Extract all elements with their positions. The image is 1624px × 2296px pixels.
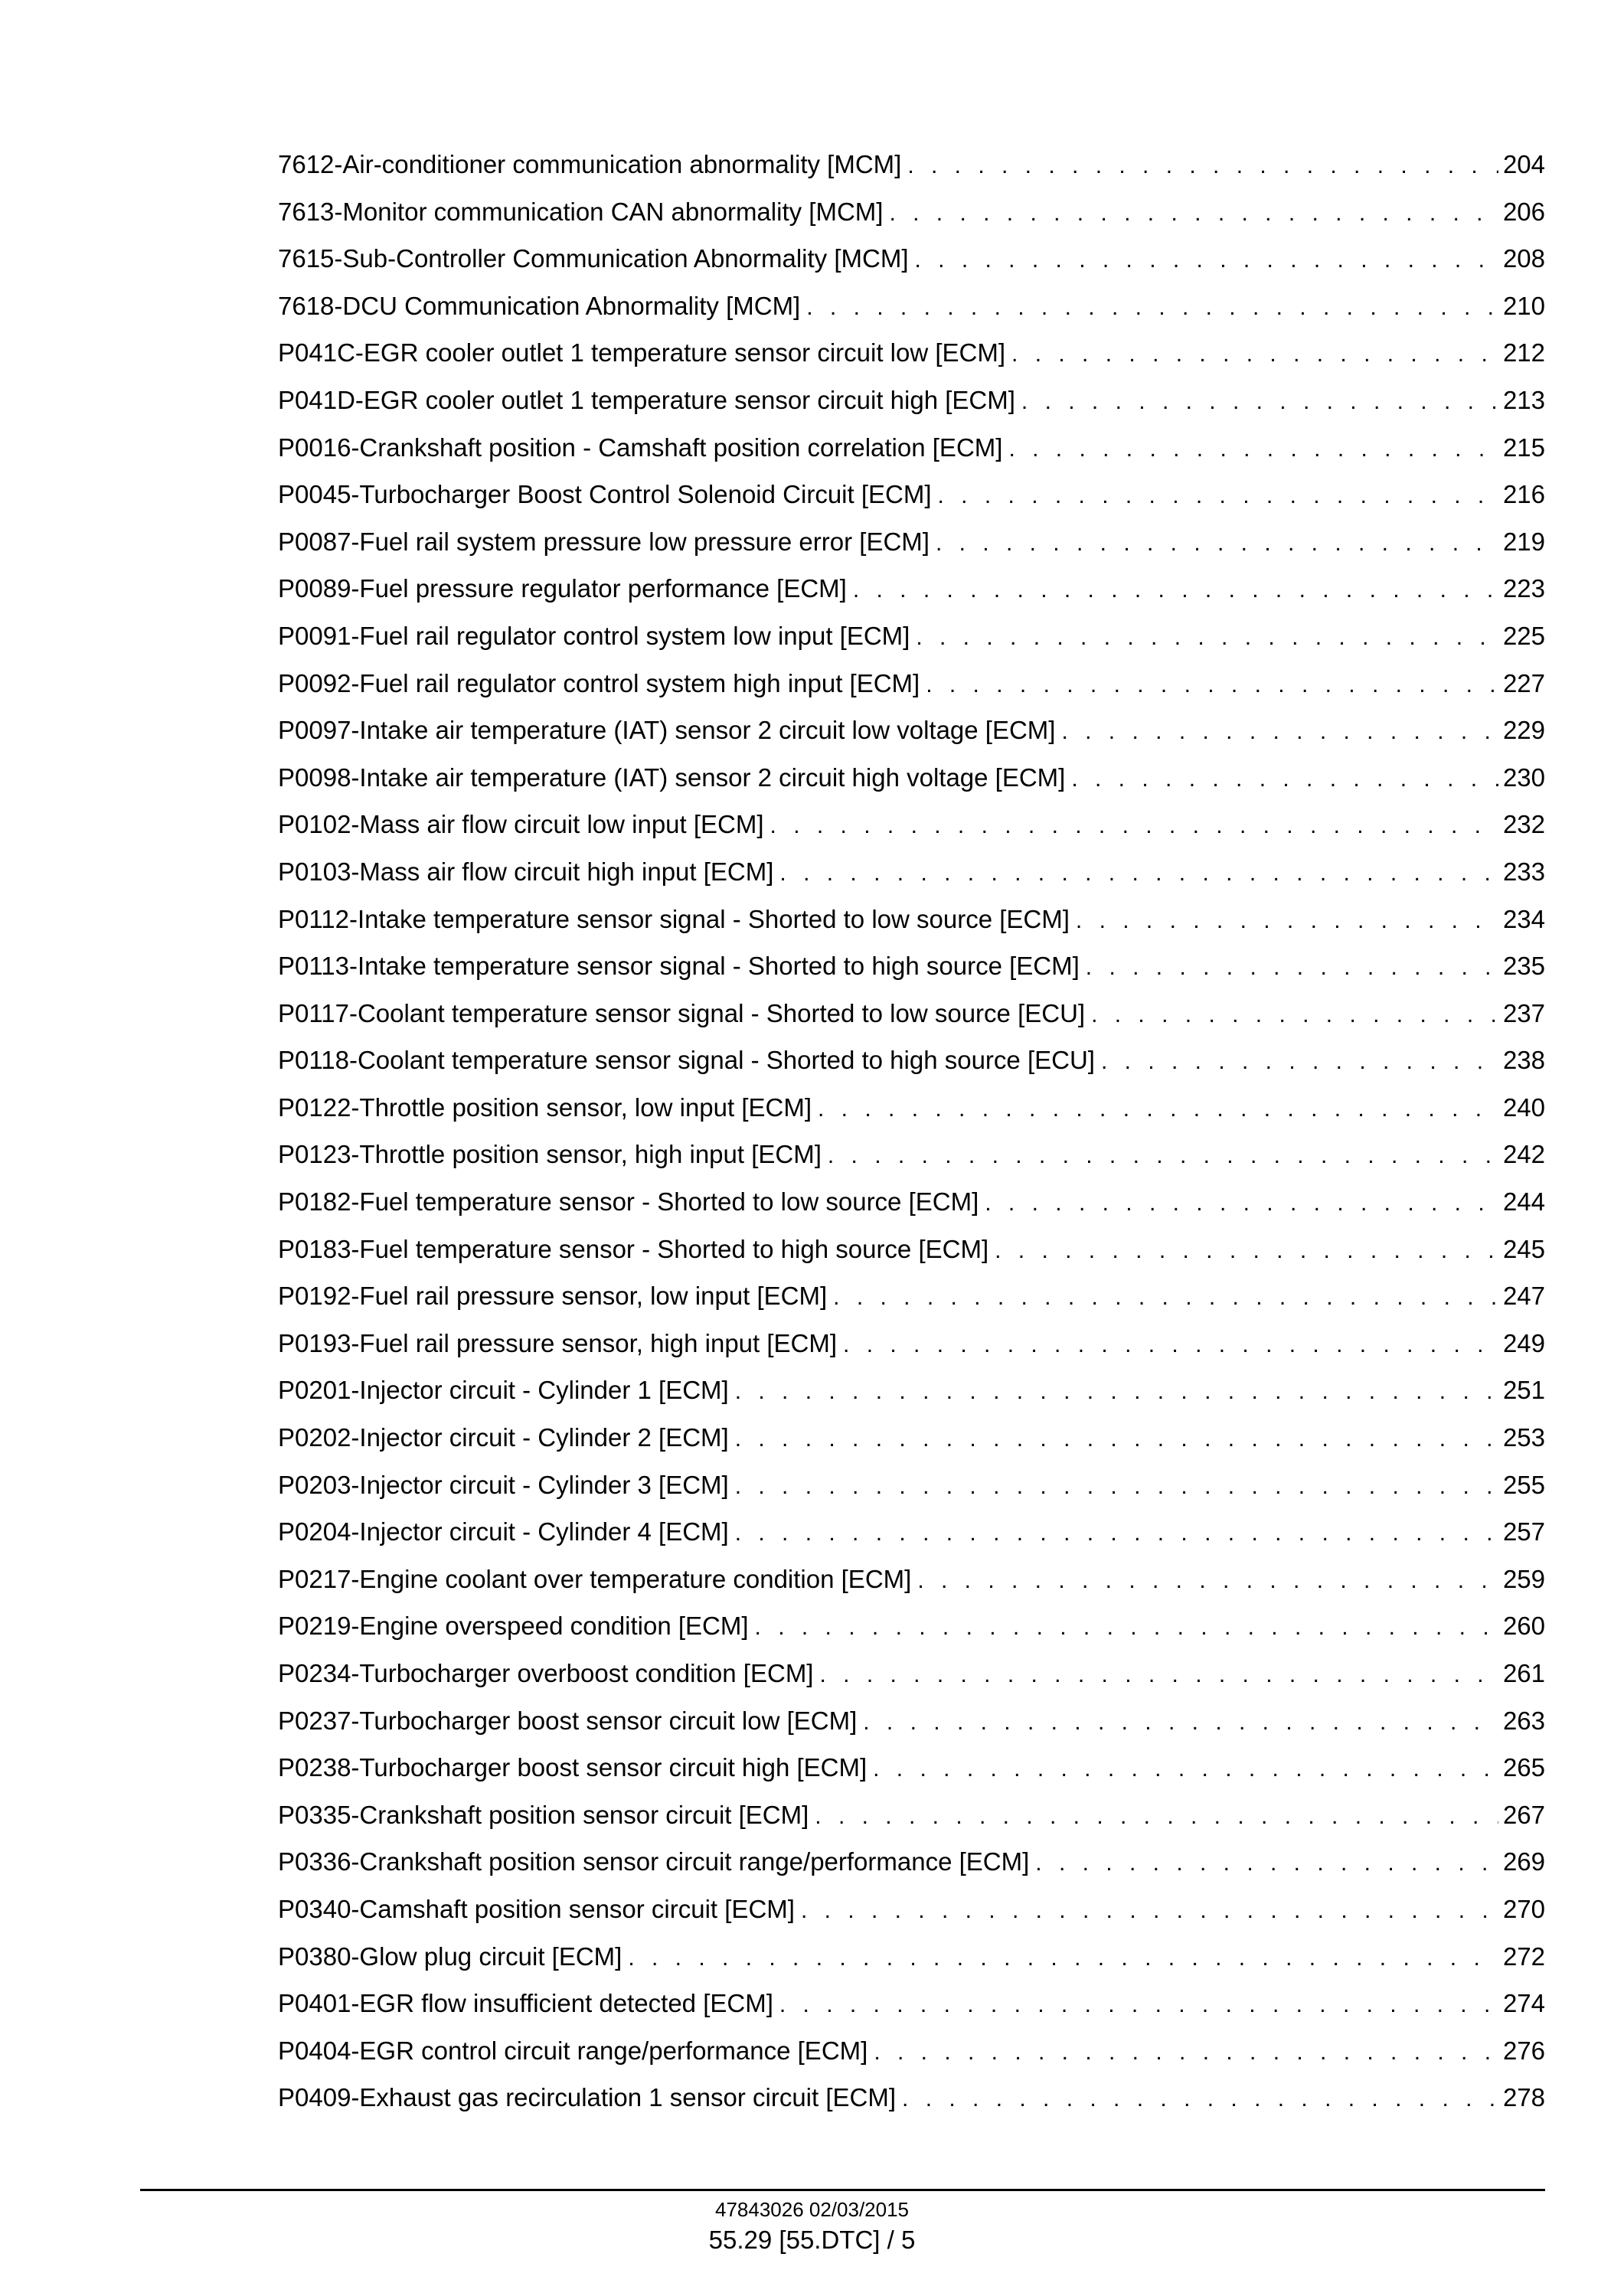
toc-dot-leader [833, 1286, 1498, 1309]
toc-entry-page-number: 234 [1502, 904, 1545, 933]
toc-dot-leader [874, 2041, 1498, 2064]
toc-entry[interactable] [278, 1708, 1545, 1755]
toc-entry[interactable] [278, 1613, 1545, 1661]
toc-dot-leader [995, 1239, 1498, 1262]
toc-dot-leader [806, 296, 1498, 319]
toc-dot-leader [1071, 768, 1498, 791]
toc-entry-title: P0113-Intake temperature sensor signal - Shorted to high source [ECM] [278, 952, 1080, 981]
toc-entry-title: P0192-Fuel rail pressure sensor, low input [ECM] [278, 1282, 828, 1311]
toc-dot-leader [1101, 1050, 1498, 1073]
toc-entry-title: 7615-Sub-Controller Communication Abnormality [MCM] [278, 244, 909, 273]
toc-entry-page-number: 223 [1502, 574, 1545, 603]
toc-entry-title: P0202-Injector circuit - Cylinder 2 [ECM] [278, 1423, 729, 1452]
toc-entry-title: P0336-Crankshaft position sensor circuit range/performance [ECM] [278, 1847, 1030, 1876]
toc-entry[interactable] [278, 529, 1545, 576]
toc-entry-page-number: 230 [1502, 763, 1545, 792]
toc-entry-title: P0016-Crankshaft position - Camshaft position correlation [ECM] [278, 433, 1003, 462]
toc-entry-page-number: 265 [1502, 1753, 1545, 1782]
toc-entry-page-number: 263 [1502, 1706, 1545, 1735]
toc-entry-title: P0203-Injector circuit - Cylinder 3 [ECM] [278, 1470, 729, 1499]
toc-entry-title: P0182-Fuel temperature sensor - Shorted to low source [ECM] [278, 1187, 979, 1217]
toc-entry[interactable] [278, 1755, 1545, 1802]
toc-dot-leader [815, 1805, 1498, 1828]
toc-entry-page-number: 255 [1502, 1470, 1545, 1499]
toc-entry[interactable] [278, 1991, 1545, 2038]
toc-entry-title: P041D-EGR cooler outlet 1 temperature sensor circuit high [ECM] [278, 385, 1015, 414]
toc-dot-leader [819, 1664, 1498, 1687]
toc-entry-title: P0204-Injector circuit - Cylinder 4 [ECM] [278, 1517, 729, 1546]
toc-entry-title: P0183-Fuel temperature sensor - Shorted to high source [ECM] [278, 1234, 989, 1263]
toc-entry[interactable] [278, 1328, 1545, 1378]
toc-entry-page-number: 253 [1502, 1423, 1545, 1452]
toc-dot-leader [828, 1145, 1498, 1168]
toc-entry[interactable] [278, 906, 1545, 954]
toc-entry[interactable] [278, 1802, 1545, 1850]
toc-dot-leader [628, 1947, 1498, 1970]
toc-entry-title: P0118-Coolant temperature sensor signal - Shorted to high source [ECU] [278, 1046, 1095, 1075]
toc-dot-leader [1021, 390, 1498, 413]
toc-entry[interactable] [278, 1047, 1545, 1095]
toc-dot-leader [779, 1994, 1498, 2017]
toc-dot-leader [938, 485, 1498, 508]
toc-entry-page-number: 204 [1502, 150, 1545, 178]
toc-dot-leader [735, 1475, 1498, 1498]
toc-entry-title: P0219-Engine overspeed condition [ECM] [278, 1612, 749, 1641]
toc-entry-title: P0217-Engine coolant over temperature condition [ECM] [278, 1564, 912, 1593]
toc-entry-title: P0404-EGR control circuit range/performance [ECM] [278, 2036, 868, 2065]
toc-entry-page-number: 208 [1502, 244, 1545, 273]
toc-entry-title: P0123-Throttle position sensor, high input [ECM] [278, 1140, 822, 1169]
toc-entry[interactable] [278, 1283, 1545, 1331]
toc-entry[interactable] [278, 1944, 1545, 1991]
toc-entry[interactable] [278, 482, 1545, 529]
toc-entry[interactable] [278, 1141, 1545, 1189]
toc-entry[interactable] [278, 1092, 1545, 1142]
toc-entry-title: P0237-Turbocharger boost sensor circuit low [ECM] [278, 1706, 858, 1735]
toc-dot-leader [1035, 1852, 1498, 1875]
toc-entry-title: P041C-EGR cooler outlet 1 temperature sensor circuit low [ECM] [278, 338, 1006, 367]
toc-entry-page-number: 269 [1502, 1847, 1545, 1876]
toc-entry-page-number: 212 [1502, 338, 1545, 367]
toc-entry-page-number: 244 [1502, 1187, 1545, 1217]
toc-entry-page-number: 261 [1502, 1659, 1545, 1687]
toc-entry-title: P0340-Camshaft position sensor circuit [ECM] [278, 1894, 795, 1923]
toc-entry-page-number: 251 [1502, 1376, 1545, 1405]
toc-dot-leader [902, 2088, 1498, 2111]
toc-dot-leader [755, 1616, 1498, 1639]
toc-entry-page-number: 216 [1502, 480, 1545, 509]
toc-entry-title: P0409-Exhaust gas recirculation 1 sensor circuit [ECM] [278, 2083, 897, 2112]
toc-entry-page-number: 229 [1502, 716, 1545, 745]
toc-dot-leader [916, 626, 1498, 649]
toc-entry-page-number: 274 [1502, 1989, 1545, 2018]
toc-dot-leader [873, 1758, 1498, 1781]
toc-dot-leader [917, 1569, 1498, 1592]
toc-entry[interactable] [278, 576, 1545, 623]
toc-entry-page-number: 276 [1502, 2036, 1545, 2065]
toc-entry-page-number: 206 [1502, 197, 1545, 226]
toc-entry-title: P0238-Turbocharger boost sensor circuit high [ECM] [278, 1753, 868, 1782]
toc-entry-title: 7612-Air-conditioner communication abnormality [MCM] [278, 150, 902, 178]
toc-entry[interactable] [278, 199, 1545, 247]
toc-entry-page-number: 257 [1502, 1517, 1545, 1546]
toc-entry[interactable] [278, 1189, 1545, 1236]
toc-entry-page-number: 247 [1502, 1282, 1545, 1311]
toc-entry-page-number: 245 [1502, 1234, 1545, 1263]
toc-entry-page-number: 233 [1502, 857, 1545, 886]
toc-entry[interactable] [278, 1849, 1545, 1896]
toc-entry-title: P0117-Coolant temperature sensor signal - Shorted to low source [ECU] [278, 998, 1086, 1027]
toc-entry-page-number: 259 [1502, 1564, 1545, 1593]
toc-entry[interactable] [278, 1236, 1545, 1284]
toc-dot-leader [863, 1711, 1498, 1734]
toc-entry-title: P0091-Fuel rail regulator control system low input [ECM] [278, 621, 910, 650]
toc-entry[interactable] [278, 1896, 1545, 1944]
toc-entry-title: P0380-Glow plug circuit [ECM] [278, 1942, 622, 1971]
toc-dot-leader [889, 202, 1498, 225]
toc-dot-leader [1011, 343, 1498, 366]
toc-entry-title: P0401-EGR flow insufficient detected [ECM] [278, 1989, 773, 2018]
toc-entry-page-number: 235 [1502, 952, 1545, 981]
toc-entry[interactable] [278, 668, 1545, 718]
toc-entry-title: 7613-Monitor communication CAN abnormality [MCM] [278, 197, 884, 226]
toc-dot-leader [907, 155, 1498, 178]
toc-dot-leader [1091, 1004, 1498, 1027]
toc-entry[interactable] [278, 859, 1545, 906]
toc-entry[interactable] [278, 953, 1545, 1001]
toc-entry[interactable] [278, 1377, 1545, 1425]
toc-entry-title: P0193-Fuel rail pressure sensor, high input [ECM] [278, 1328, 838, 1357]
toc-entry[interactable] [278, 340, 1545, 387]
toc-entry-page-number: 219 [1502, 527, 1545, 556]
footer-divider [140, 2189, 1545, 2191]
toc-entry[interactable] [278, 435, 1545, 482]
toc-entry[interactable] [278, 998, 1545, 1048]
toc-entry-title: 7618-DCU Communication Abnormality [MCM] [278, 291, 801, 320]
toc-dot-leader [1086, 956, 1498, 979]
toc-entry-page-number: 238 [1502, 1046, 1545, 1075]
toc-entry-page-number: 249 [1502, 1328, 1545, 1357]
toc-dot-leader [779, 862, 1498, 885]
toc-entry-title: P0102-Mass air flow circuit low input [ECM] [278, 810, 764, 839]
toc-entry-title: P0122-Throttle position sensor, low input [ECM] [278, 1092, 812, 1122]
toc-entry-page-number: 270 [1502, 1894, 1545, 1923]
toc-dot-leader [1076, 910, 1498, 932]
toc-entry[interactable] [278, 2038, 1545, 2085]
toc-entry-title: P0103-Mass air flow circuit high input [ECM] [278, 857, 774, 886]
toc-entry-title: P0098-Intake air temperature (IAT) sensor 2 circuit high voltage [ECM] [278, 763, 1066, 792]
toc-entry-page-number: 272 [1502, 1942, 1545, 1971]
toc-entry-page-number: 240 [1502, 1092, 1545, 1122]
toc-entry-page-number: 242 [1502, 1140, 1545, 1169]
toc-dot-leader [818, 1098, 1498, 1121]
toc-entry-title: P0045-Turbocharger Boost Control Solenoid Circuit [ECM] [278, 480, 932, 509]
toc-entry-page-number: 215 [1502, 433, 1545, 462]
toc-entry[interactable] [278, 1425, 1545, 1472]
toc-entry[interactable] [278, 1472, 1545, 1520]
toc-dot-leader [770, 815, 1498, 838]
toc-entry[interactable] [278, 812, 1545, 859]
toc-entry[interactable] [278, 765, 1545, 812]
toc-entry[interactable] [278, 293, 1545, 341]
toc-entry[interactable] [278, 623, 1545, 671]
toc-dot-leader [843, 1334, 1498, 1357]
toc-dot-leader [853, 579, 1498, 602]
toc-entry-title: P0087-Fuel rail system pressure low pressure error [ECM] [278, 527, 930, 556]
toc-entry[interactable] [278, 152, 1545, 199]
toc-dot-leader [735, 1428, 1498, 1451]
toc-entry-page-number: 237 [1502, 998, 1545, 1027]
toc-entry[interactable] [278, 387, 1545, 435]
toc-entry[interactable] [278, 1566, 1545, 1614]
toc-entry-page-number: 213 [1502, 385, 1545, 414]
footer-page-reference: 55.29 [55.DTC] / 5 [708, 2226, 916, 2254]
toc-entry-title: P0201-Injector circuit - Cylinder 1 [ECM] [278, 1376, 729, 1405]
toc-entry-page-number: 267 [1502, 1800, 1545, 1829]
toc-entry-title: P0234-Turbocharger overboost condition [ECM] [278, 1659, 814, 1687]
toc-entry-title: P0112-Intake temperature sensor signal - Shorted to low source [ECM] [278, 904, 1070, 933]
toc-dot-leader [735, 1380, 1498, 1403]
toc-entry-title: P0092-Fuel rail regulator control system high input [ECM] [278, 668, 920, 697]
toc-entry[interactable] [278, 1661, 1545, 1708]
toc-dot-leader [915, 249, 1498, 272]
toc-dot-leader [926, 674, 1498, 697]
toc-entry[interactable] [278, 246, 1545, 293]
toc-entry-page-number: 260 [1502, 1612, 1545, 1641]
toc-entry-page-number: 232 [1502, 810, 1545, 839]
toc-entry-page-number: 225 [1502, 621, 1545, 650]
toc-dot-leader [735, 1522, 1498, 1545]
table-of-contents [278, 152, 1545, 2132]
toc-entry-page-number: 278 [1502, 2083, 1545, 2112]
toc-entry[interactable] [278, 2085, 1545, 2132]
toc-entry-title: P0097-Intake air temperature (IAT) sensor 2 circuit low voltage [ECM] [278, 716, 1056, 745]
toc-entry-title: P0089-Fuel pressure regulator performance [ECM] [278, 574, 847, 603]
toc-dot-leader [936, 532, 1498, 555]
footer-document-id: 47843026 02/03/2015 [714, 2198, 910, 2221]
toc-entry[interactable] [278, 1519, 1545, 1566]
toc-entry[interactable] [278, 717, 1545, 765]
toc-entry-title: P0335-Crankshaft position sensor circuit [ECM] [278, 1800, 809, 1829]
toc-entry-page-number: 210 [1502, 291, 1545, 320]
toc-dot-leader [1061, 720, 1498, 743]
toc-entry-page-number: 227 [1502, 668, 1545, 697]
toc-dot-leader [985, 1192, 1498, 1215]
toc-dot-leader [1008, 438, 1498, 461]
toc-dot-leader [801, 1899, 1498, 1922]
